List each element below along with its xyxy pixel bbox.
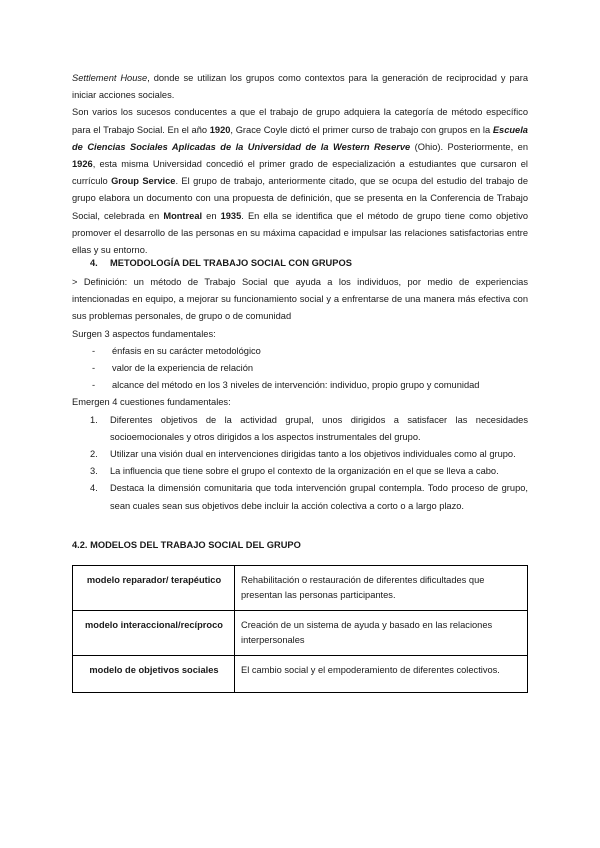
aspect-text: énfasis en su carácter metodológico [112,345,261,356]
section-4-2-heading: 4.2. MODELOS DEL TRABAJO SOCIAL DEL GRUPO [72,540,301,550]
p2-text-e: . El grupo de trabajo, anteriormente citado, que se ocupa del estudio del trabajo de grupo elabora un documento con una propuesta de definición, que se presenta en la Conferencia de Trabajo Social, celebrada en [72,176,528,221]
issue-text: Utilizar una visión dual en intervenciones dirigidas tanto a los objetivos individuales como al grupo. [110,449,516,460]
section-4-number: 4. [90,258,98,268]
intro-block [72,70,528,259]
p2-text-f: en [202,210,221,221]
aspect-text: valor de la experiencia de relación [112,363,254,374]
dash-bullet: - [92,345,96,356]
issue-number: 4. [90,483,98,494]
table-row [73,611,528,656]
issue-item [72,463,528,480]
p2-text-d: , esta misma Universidad concedió el primer grado de especialización a estudiantes que cursaron el currículo [72,159,528,187]
issue-item [72,446,528,463]
year-1920: 1920 [209,124,231,135]
intro-paragraph-1-text: , donde se utilizan los grupos como contextos para la generación de reciprocidad y para iniciar acciones sociales. [72,73,529,101]
aspect-text: alcance del método en los 3 niveles de intervención: individuo, propio grupo y comunidad [112,380,480,391]
aspects-list [72,343,528,395]
aspect-item [72,377,528,394]
year-1926: 1926 [72,159,93,170]
model-name-cell: modelo interaccional/recíproco [73,611,235,656]
settlement-house-term: Settlement House [72,73,148,83]
issue-text: La influencia que tiene sobre el grupo el contexto de la organización en el que se lleva a cabo. [110,466,499,477]
section-4-title: METODOLOGÍA DEL TRABAJO SOCIAL CON GRUPOS [110,258,352,268]
school-name: Escuela de Ciencias Sociales Aplicadas de la Universidad de la Western Reserve [72,124,528,152]
section-4-body [72,274,528,515]
model-description-cell: El cambio social y el empoderamiento de diferentes colectivos. [235,656,528,693]
model-description-cell: Creación de un sistema de ayuda y basado en las relaciones interpersonales [235,611,528,656]
models-table [72,565,528,693]
issues-list [72,412,528,515]
intro-paragraph-2 [72,104,528,259]
issue-number: 1. [90,414,98,425]
p2-text-c: (Ohio). Posteriormente, en [410,141,528,152]
montreal-term: Montreal [163,210,203,221]
model-name-cell: modelo de objetivos sociales [73,656,235,693]
section-4-heading [90,258,352,268]
table-row [73,566,528,611]
issue-text: Diferentes objetivos de la actividad grupal, unos dirigidos a satisfacer las necesidades socioemocionales y otros dirigidos a los aspectos instrumentales del grupo. [110,414,528,442]
model-description-cell: Rehabilitación o restauración de diferentes dificultades que presentan las personas participantes. [235,566,528,611]
definition-paragraph: > Definición: un método de Trabajo Social que ayuda a los individuos, por medio de experiencias intencionadas en equipo, a mejorar su funcionamiento social y a enfrentarse de una manera más efectiva con sus problemas personales, de grupo o de comunidad [72,277,528,322]
issue-text: Destaca la dimensión comunitaria que toda intervención grupal contempla. Todo proceso de grupo, sean cuales sean sus objetivos debe incluir la acción colectiva a corto o a largo plazo. [110,483,528,511]
aspect-item [72,360,528,377]
dash-bullet: - [92,363,96,374]
p2-text-b: , Grace Coyle dictó el primer curso de trabajo con grupos en la [230,124,493,135]
issue-item [72,412,528,446]
intro-paragraph-1 [72,70,528,104]
issue-number: 3. [90,466,98,477]
model-name-cell: modelo reparador/ terapéutico [73,566,235,611]
p2-text-g: . En ella se identifica que el método de grupo tiene como objetivo promover el desarrollo de las personas en su máxima capacidad e impulsar las relaciones satisfactorias entre ellas y su entorno. [72,210,529,256]
p2-text-a: Son varios los sucesos conducentes a que el trabajo de grupo adquiera la categoría de método específico para el Trabajo Social. En el año [72,107,528,135]
issue-number: 2. [90,449,98,460]
dash-bullet: - [92,380,96,391]
aspects-intro: Surgen 3 aspectos fundamentales: [72,328,216,339]
table-row [73,656,528,693]
issues-intro: Emergen 4 cuestiones fundamentales: [72,397,231,408]
year-1935: 1935 [220,210,242,221]
group-service-term: Group Service [111,176,176,187]
issue-item [72,480,528,514]
aspect-item [72,343,528,360]
